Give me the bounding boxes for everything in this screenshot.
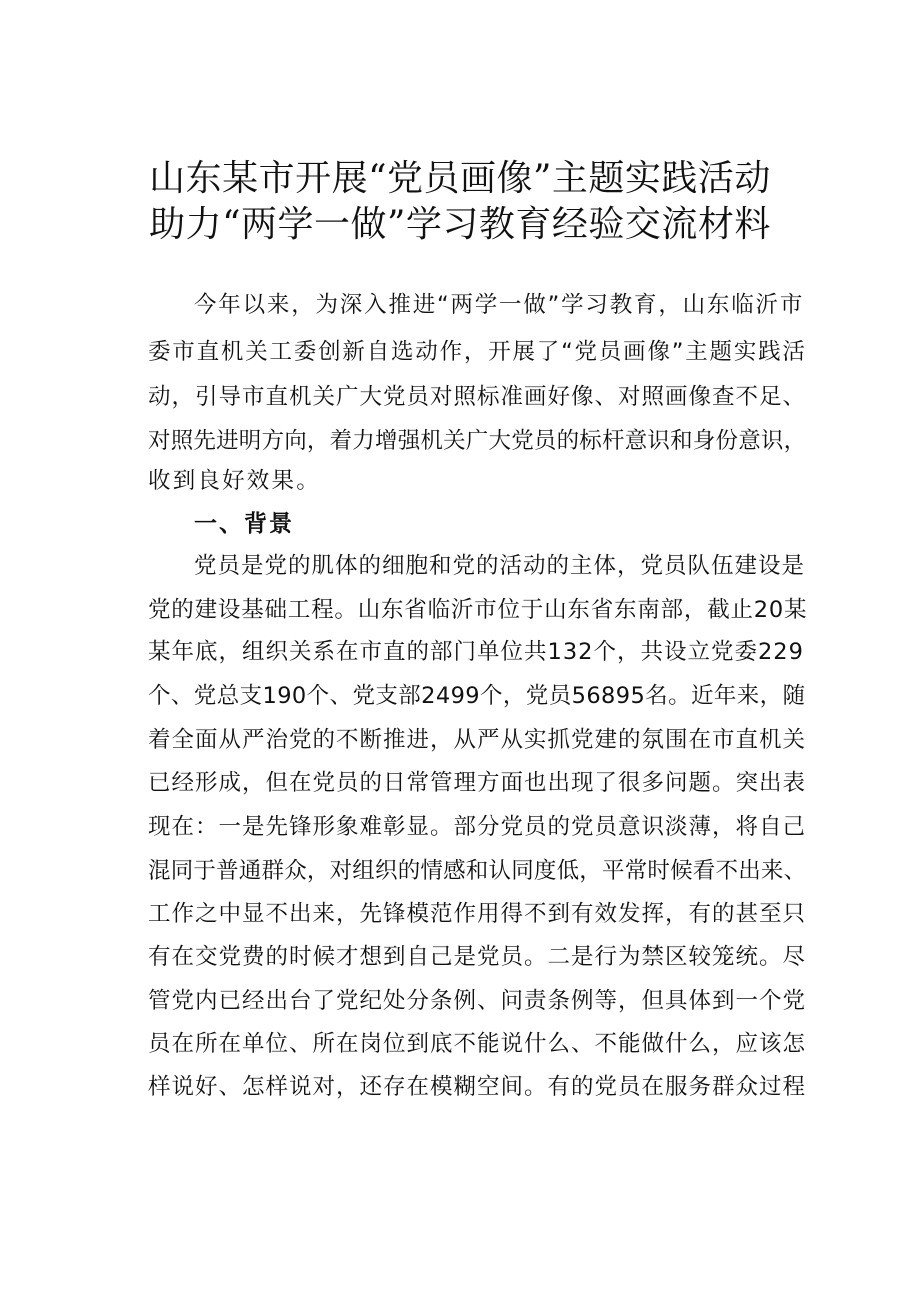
section-heading-background: 一、背景 [194,511,294,537]
section-paragraph-line: 党的建设基础工程。山东省临沂市位于山东省东南部，截止20某 [148,597,808,623]
intro-paragraph-line: 今年以来，为深入推进“两学一做”学习教育，山东临沂市 [194,292,805,318]
section-paragraph-line: 工作之中显不出来，先锋模范作用得不到有效发挥，有的甚至只 [148,901,807,927]
section-paragraph-line: 样说好、怎样说对，还存在模糊空间。有的党员在服务群众过程 [148,1074,807,1100]
section-paragraph-line: 管党内已经出台了党纪处分条例、问责条例等，但具体到一个党 [148,988,807,1014]
section-paragraph-line: 着全面从严治党的不断推进，从严从实抓党建的氛围在市直机关 [148,727,807,753]
document-title-line-1: 山东某市开展“党员画像”主题实践活动 [149,158,771,199]
section-paragraph-line: 现在：一是先锋形象难彰显。部分党员的党员意识淡薄，将自己 [148,814,807,840]
intro-paragraph-line: 对照先进明方向，着力增强机关广大党员的标杆意识和身份意识， [148,428,807,454]
intro-paragraph-line: 收到良好效果。 [148,468,321,494]
document-title-line-2: 助力“两学一做”学习教育经验交流材料 [149,204,771,245]
section-paragraph-line: 个、党总支190个、党支部2499个，党员56895名。近年来，随 [148,683,806,709]
section-paragraph-line: 某年底，组织关系在市直的部门单位共132个，共设立党委229 [148,639,804,665]
section-paragraph-line: 混同于普通群众，对组织的情感和认同度低，平常时候看不出来、 [148,858,807,884]
section-paragraph-line: 党员是党的肌体的细胞和党的活动的主体，党员队伍建设是 [194,553,806,579]
section-paragraph-line: 员在所在单位、所在岗位到底不能说什么、不能做什么，应该怎 [148,1031,807,1057]
section-paragraph-line: 已经形成，但在党员的日常管理方面也出现了很多问题。突出表 [148,770,807,796]
intro-paragraph-line: 委市直机关工委创新自选动作，开展了“党员画像”主题实践活 [148,339,807,365]
section-paragraph-line: 有在交党费的时候才想到自己是党员。二是行为禁区较笼统。尽 [148,944,807,970]
intro-paragraph-line: 动，引导市直机关广大党员对照标准画好像、对照画像查不足、 [148,384,807,410]
